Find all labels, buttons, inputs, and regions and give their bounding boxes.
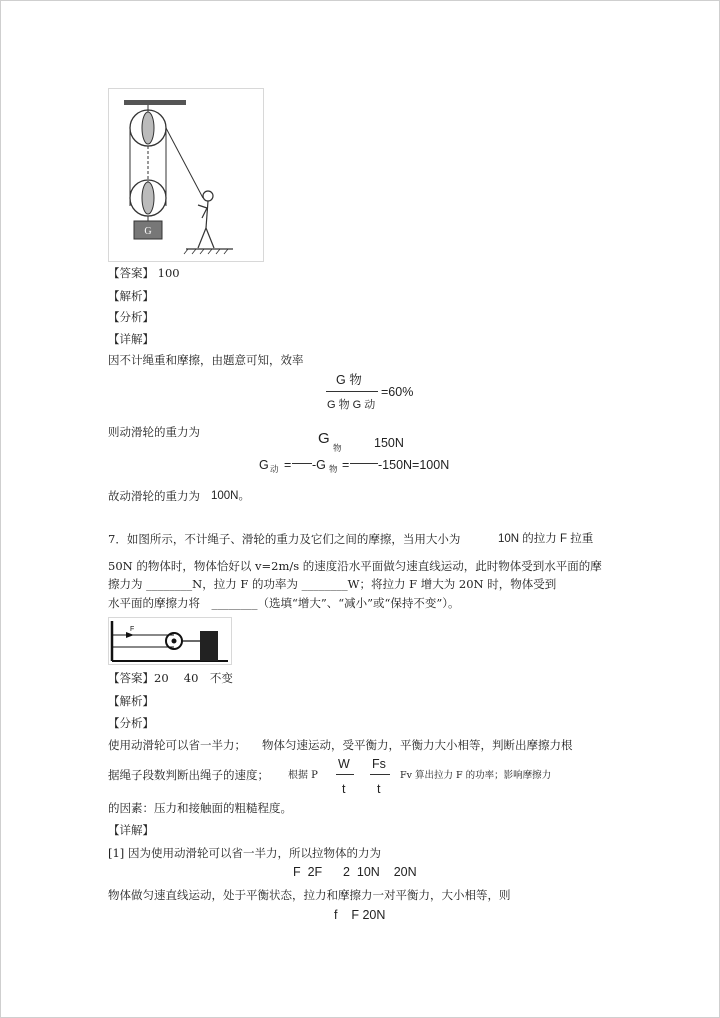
- dynamic-fraction-bar-1: [292, 463, 312, 464]
- dynamic-tail-eq: =: [342, 458, 350, 472]
- q7-power-formula-tail: Fv 算出拉力 F 的功率；影响摩擦力: [400, 770, 552, 781]
- efficiency-fraction-bar: [326, 391, 378, 392]
- q7-power-t2: t: [377, 782, 381, 796]
- pulley-figure: [108, 88, 264, 262]
- q7-power-t1: t: [342, 782, 346, 796]
- q7-fenxi-line1: 使用动滑轮可以省一半力；: [108, 738, 246, 752]
- dynamic-result: -150N=100N: [378, 458, 450, 472]
- q7-xiangjie-label: 【详解】: [108, 823, 154, 837]
- q7-fenxi-line2: 据绳子段数判断出绳子的速度；: [108, 768, 269, 782]
- svg-text:F: F: [130, 626, 135, 633]
- dynamic-g: G: [259, 458, 269, 472]
- pulley-weight-value: 150N: [374, 436, 404, 450]
- q7-line4: 水平面的摩擦力将 ________（选填“增大”、“减小”或“保持不变”）。: [108, 596, 460, 610]
- prev-jiexi-label: 【解析】: [108, 289, 154, 303]
- pulley-weight-g-sub: 物: [333, 443, 342, 453]
- q7-power-fs: Fs: [372, 757, 386, 771]
- prev-answer: 【答案】 100: [108, 266, 180, 280]
- q7-power-fraction-bar-1: [336, 774, 354, 775]
- pulley-weight-g: G: [318, 430, 330, 447]
- q7-fenxi-label: 【分析】: [108, 716, 154, 730]
- q7-equation-2: f F 20N: [334, 908, 386, 922]
- svg-text:G: G: [144, 226, 152, 237]
- q7-line3: 擦力为 ________N，拉力 F 的功率为 ________W；将拉力 F 增大为 20N 时，物体受到: [108, 577, 557, 591]
- q7-line1: 7．如图所示，不计绳子、滑轮的重力及它们之间的摩擦，当用大小为: [108, 532, 461, 546]
- dynamic-g-sub: 动: [270, 464, 279, 474]
- q7-detail-line2: 物体做匀速直线运动，处于平衡状态，拉力和摩擦力一对平衡力，大小相等，则: [108, 888, 511, 902]
- q7-fenxi-line3: 的因素：压力和接触面的粗糙程度。: [108, 801, 292, 815]
- q7-line1-tail: 10N 的拉力 F 拉重: [498, 533, 594, 545]
- q7-equation-1: F 2F 2 10N 20N: [293, 865, 417, 879]
- efficiency-numerator: G 物: [336, 373, 362, 387]
- prev-conclusion-text: 故动滑轮的重力为: [108, 489, 200, 503]
- q7-jiexi-label: 【解析】: [108, 694, 154, 708]
- prev-conclusion-value: 100N。: [211, 490, 250, 502]
- prev-fenxi-label: 【分析】: [108, 310, 154, 324]
- q7-power-fraction-bar-2: [370, 774, 390, 775]
- prev-explain-line2: 则动滑轮的重力为: [108, 425, 200, 439]
- q7-fenxi-line1-tail: 物体匀速运动，受平衡力，平衡力大小相等，判断出摩擦力根: [262, 738, 573, 752]
- dynamic-fraction-bar-2: [350, 463, 378, 464]
- q7-power-formula-prefix: 根据 P: [288, 770, 318, 781]
- horizontal-pulley-figure: [108, 617, 232, 665]
- q7-power-w: W: [338, 757, 350, 771]
- dynamic-eq: =: [284, 458, 292, 472]
- prev-explain-line1: 因不计绳重和摩擦，由题意可知，效率: [108, 353, 304, 367]
- q7-answer: 【答案】20 40 不变: [108, 671, 233, 685]
- efficiency-denominator: G 物 G 动: [327, 399, 376, 411]
- q7-detail-line1: [1] 因为使用动滑轮可以省一半力，所以拉物体的力为: [108, 846, 381, 860]
- q7-line2: 50N 的物体时，物体恰好以 v=2m/s 的速度沿水平面做匀速直线运动，此时物体受到水平面的摩: [108, 559, 602, 573]
- dynamic-minus-g: -G: [312, 458, 326, 472]
- dynamic-minus-g-sub: 物: [329, 464, 338, 474]
- efficiency-result: =60%: [381, 385, 414, 399]
- prev-xiangjie-label: 【详解】: [108, 332, 154, 346]
